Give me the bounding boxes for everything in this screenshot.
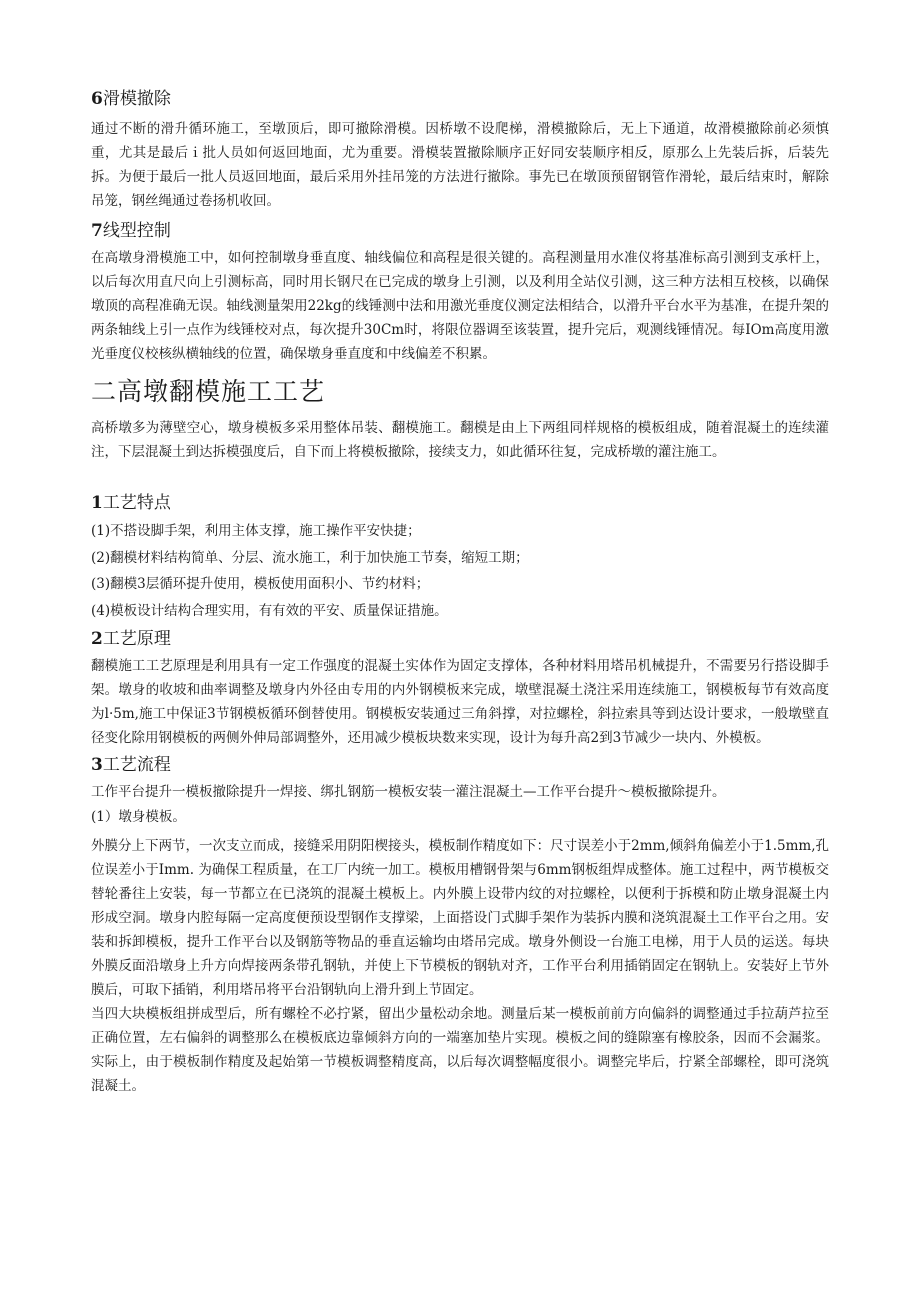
section-3-number: 3 [91,755,103,775]
section-6-body: 通过不断的滑升循环施工，至墩顶后，即可撤除滑模。因桥墩不设爬梯，滑模撤除后，无上下通道，故滑模撤除前必须慎重，尤其是最后ｉ批人员如何返回地面，尤为重要。滑模装置撤除顺序正好同安装顺序相反，原那么上先装后拆，后装先拆。为便于最后一批人员返回地面，最后采用外挂吊笼的方法进行撤除。事先已在墩顶预留钢管作滑轮，最后结束时，解除吊笼，钢丝绳通过卷扬机收回。 [91,121,829,209]
feature-item-1: (1)不搭设脚手架，利用主体支撑，施工操作平安快捷； [91,523,421,539]
document-page [91,84,829,1098]
section-7-title: 线型控制 [102,221,171,241]
section-7-body: 在高墩身滑模施工中，如何控制墩身垂直度、轴线偏位和高程是很关键的。高程测量用水准仪将基准标高引测到支承杆上，以后每次用直尺向上引测标高，同时用长钢尺在已完成的墩身上引测，以及利用全站仪引测，这三种方法相互校核，以确保墩顶的高程准确无误。轴线测量架用22kg的线锤测中法和用激光垂度仪测定法相结合，以滑升平台水平为基准，在提升架的两条轴线上引一点作为线锤校对点，每次提升30Cm时，将限位器调至该装置，提升完后，观测线锤情况。每IOm高度用激光垂度仪校核纵横轴线的位置，确保墩身垂直度和中线偏差不积累。 [91,250,829,362]
section-7-heading [91,216,829,246]
section-2-heading [91,624,829,654]
formwork-paragraph-1: 外膜分上下两节，一次支立而成，接缝采用阴阳楔接头，模板制作精度如下：尺寸误差小于2mm,倾斜角偏差小于1.5mm,孔位误差小于Imm. 为确保工程质量，在工厂内统一加工。模板用槽钢骨架与6mm钢板组焊成整体。施工过程中，两节模板交替轮番往上安装，每一节都立在已浇筑的混凝土模板上。内外膜上设带内纹的对拉螺栓，以便利于拆模和防止墩身混凝土内形成空洞。墩身内腔每隔一定高度便预设型钢作支撑梁，上面搭设门式脚手架作为装拆内膜和浇筑混凝土工作平台之用。安装和拆卸模板，提升工作平台以及钢筋等物品的垂直运输均由塔吊完成。墩身外侧设一台施工电梯，用于人员的运送。每块外膜反面沿墩身上升方向焊接两条带孔钢轨，并使上下节模板的钢轨对齐，工作平台利用插销固定在钢轨上。安装好上节外膜后，可取下插销，利用塔吊将平台沿钢轨向上滑升到上节固定。 [91,837,829,998]
section-3-heading [91,750,829,780]
section-2-number: 2 [91,629,103,649]
section-1-title: 工艺特点 [102,493,171,513]
feature-item-2: (2)翻模材料结构简单、分层、流水施工，利于加快施工节奏，缩短工期； [91,549,529,566]
section-6-heading [91,84,829,114]
process-flow: 工作平台提升一模板撤除提升一焊接、绑扎钢筋一模板安装一灌注混凝土—工作平台提升～模板撤除提升。 [91,784,726,800]
section-6-number: 6 [91,89,103,109]
main-heading: 二高墩翻模施工工艺 [91,377,326,406]
intro-paragraph: 高桥墩多为薄壁空心，墩身模板多采用整体吊装、翻模施工。翻模是由上下两组同样规格的模板组成，随着混凝土的连续灌注，下层混凝土到达拆模强度后，自下而上将模板撤除，接续支力，如此循环往复，完成桥墩的灌注施工。 [91,420,829,460]
section-1-heading [91,488,829,518]
feature-item-4: (4)模板设计结构合理实用，有有效的平安、质量保证措施。 [91,602,448,619]
formwork-paragraph-2: 当四大块模板组拼成型后，所有螺栓不必拧紧，留出少量松动余地。测量后某一模板前前方向偏斜的调整通过手拉葫芦拉至正确位置，左右偏斜的调整那么在模板底边靠倾斜方向的一端塞加垫片实现。模板之间的缝隙塞有橡胶条，因而不会漏浆。实际上，由于模板制作精度及起始第一节模板调整精度高，以后每次调整幅度很小。调整完毕后，拧紧全部螺栓，即可浇筑混凝土。 [91,1005,829,1094]
section-3-title: 工艺流程 [102,755,171,775]
section-7-number: 7 [91,221,103,241]
feature-item-3: (3)翻模3层循环提升使用，模板使用面积小、节约材料； [91,576,430,592]
section-2-title: 工艺原理 [102,629,171,649]
subheading-pier-formwork: (1）墩身模板。 [91,809,186,825]
section-2-body: 翻模施工工艺原理是利用具有一定工作强度的混凝土实体作为固定支撑体，各种材料用塔吊机械提升，不需要另行搭设脚手架。墩身的收坡和曲率调整及墩身内外径由专用的内外钢模板来完成，墩壁混凝土浇注采用连续施工，钢模板每节有效高度为l·5m,施工中保证3节钢模板循环倒替使用。钢模板安装通过三角斜撑，对拉螺栓，斜拉索具等到达设计要求，一般墩壁直径变化除用钢模板的两侧外伸局部调整外，还用减少模板块数来实现，设计为每升高2到3节减少一块内、外模板。 [91,658,829,746]
section-6-title: 滑模撤除 [102,89,171,109]
section-1-number: 1 [91,493,103,513]
